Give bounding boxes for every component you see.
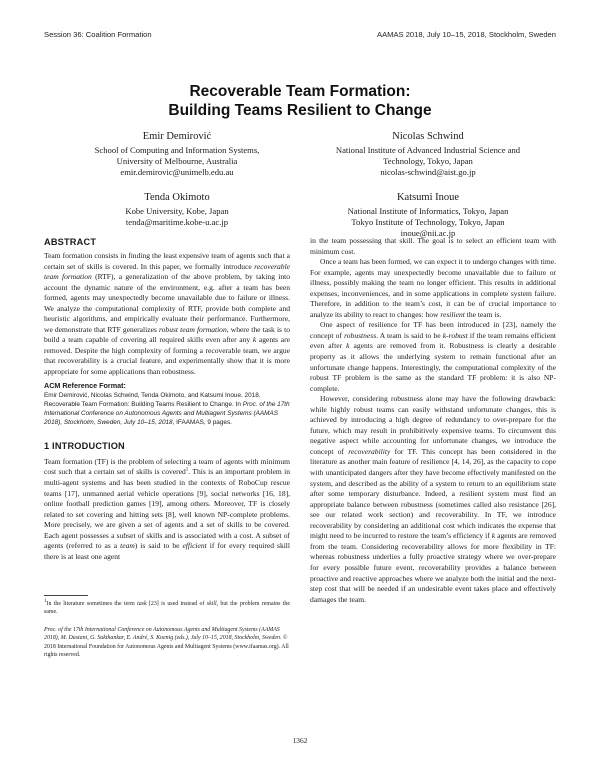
- paper-title-line-1: Recoverable Team Formation:: [189, 83, 411, 100]
- author-block-4: [306, 191, 550, 240]
- author-name: Nicolas Schwind: [392, 131, 464, 142]
- acm-reference-text: Emir Demirović, Nicolas Schwind, Tenda Okimoto, and Katsumi Inoue. 2018. Recoverable Team Formation: Building Teams Resilient to Change. In Proc. of the 17th International Conference on Autonomous Agents and Multiagent Systems (AAMAS 2018), Stockholm, Sweden, July 10–15, 2018, IFAAMAS, 9 pages.: [44, 391, 290, 426]
- body-paragraph: One aspect of resilience for TF has been introduced in [23], namely the concept of robustness. A team is said to be k-robust if the team remains efficient even after k agents are removed from it. Robustness is clearly a desirable property as it allows the underlying system to remain functional after an unfortunate change happens. Interestingly, the computational complexity of the robust TF problem is the same as the standard TF problem: it is also NP-complete.: [310, 320, 556, 393]
- page-number: 1362: [292, 736, 308, 745]
- author-affiliation: National Institute of Advanced Industrial Science and: [335, 145, 521, 155]
- abstract-heading: ABSTRACT: [44, 237, 97, 247]
- author-affiliation: School of Computing and Information Systems,: [94, 145, 260, 155]
- footnote: $^1$In the literature sometimes the term task [23] is used instead of skill, but the problem remains the same.: [44, 599, 290, 615]
- author-name: Tenda Okimoto: [144, 192, 210, 203]
- introduction-heading: 1 INTRODUCTION: [44, 440, 125, 451]
- author-affiliation: National Institute of Informatics, Tokyo, Japan: [347, 206, 509, 216]
- author-email: tenda@maritime.kobe-u.ac.jp: [125, 217, 229, 228]
- footnote-marker: 1: [185, 467, 189, 473]
- abstract-text: Team formation consists in finding the least expensive team of agents such that a certain set of skills is covered. In this paper, we formally introduce recoverable team formation (RTF), a generalization of the above problem, by taking into account the dynamic nature of the environment, e.g. after a team has been formed, agents may unexpectedly become unavailable due to failure or illness. We analyze the computational complexity of RTF, provide both complete and heuristic algorithms, and empirically evaluate their performance. Furthermore, we demonstrate that RTF generalizes robust team formation, where the task is to build a team capable of covering all required skills even after any k agents are removed. Despite the high complexity of forming a recoverable team, we argue that recoverability is a crucial feature, and experimentally show that it is more appropriate for some applications than robustness.: [44, 251, 291, 377]
- body-paragraph: Once a team has been formed, we can expect it to undergo changes with time. For example, agents may unexpectedly become unavailable due to failure or illness, possibly making the team no longer efficient. This results in additional expenses, inconveniences, and in some applications in complete system failure. Therefore, in addition to the team’s cost, it can be of crucial importance to analyze its ability to react to changes: how resilient the team is.: [310, 257, 556, 319]
- right-column: [310, 236, 556, 605]
- author-affiliation: Kobe University, Kobe, Japan: [125, 206, 229, 216]
- proceedings-notice: Proc. of the 17th International Conference on Autonomous Agents and Multiagent Systems (AAMAS 2018), M. Dastani, G. Sukthankar, E. André, S. Koenig (eds.), July 10–15, 2018, Stockholm, Sweden. © 2018 International Foundation for Autonomous Agents and Multiagent Systems (www.ifaamas.org). All rights reserved.: [44, 627, 289, 658]
- body-paragraph: However, considering robustness alone may have the following drawback: while highly robust teams can easily withstand unfortunate changes, this is achieved by introducing a high degree of redundancy to over-prepare for the future, which may result in prohibitively expensive teams. To circumvent this negative aspect while accounting for unfortunate changes, we introduce the concept of recoverability for TF. This concept has been considered in the literature as another main feature of resilience [4, 14, 26], as the capacity to cope with unanticipated dangers after they have become effectively manifested on the system, and described as the ability of a system to return to an equilibrium state after some temporary disturbance. Indeed, a resilient system must find an appropriate balance between robustness (sometimes called also resistance [26], see our related work section) and recoverability. In TF, we introduce recoverability by considering an additional cost which indicates the expense that might need to be incurred to restore the team’s efficiency if k agents are removed from the team. Considering recoverability allows for more flexibility in TF: whereas robustness underlies a fully proactive strategy where we over-prepare for every possible future event, recoverability provides a balance between proactive and reactive approaches where we analyze both the initial and the next-step cost that will be needed if an undesirable event takes place and effectively damages the team.: [310, 394, 557, 604]
- author-email: emir.demirovic@unimelb.edu.au: [120, 167, 234, 178]
- author-affiliation: Tokyo Institute of Technology, Tokyo, Japan: [351, 217, 505, 228]
- paper-title-line-2: Building Teams Resilient to Change: [168, 102, 432, 119]
- author-affiliation: Technology, Tokyo, Japan: [383, 156, 473, 167]
- author-email: inoue@nii.ac.jp: [400, 228, 456, 239]
- author-block-2: [306, 130, 550, 179]
- footnote-rule: [44, 595, 88, 596]
- author-block-3: [62, 191, 292, 228]
- running-header-session: Session 36: Coalition Formation: [44, 30, 152, 39]
- author-affiliation: University of Melbourne, Australia: [116, 156, 238, 167]
- author-block-1: [62, 130, 292, 179]
- running-header-conference: AAMAS 2018, July 10–15, 2018, Stockholm, Sweden: [377, 30, 556, 39]
- author-name: Katsumi Inoue: [396, 192, 460, 203]
- left-column: [44, 236, 290, 562]
- body-paragraph: in the team possessing that skill. The goal is to select an efficient team with minimum cost.: [310, 236, 556, 256]
- acm-reference-heading: ACM Reference Format:: [44, 380, 126, 390]
- author-name: Emir Demirović: [142, 131, 212, 142]
- author-email: nicolas-schwind@aist.go.jp: [380, 167, 476, 178]
- introduction-paragraph: Team formation (TF) is the problem of selecting a team of agents with minimum cost such that a certain set of skills is covered$^1$. This is an important problem in multi-agent systems and has been studied in the contexts of RoboCup rescue teams [17], unmanned aerial vehicle operations [9], social networks [16, 18], online football prediction games [19], among others. Moreover, TF is closely related to set covering and hitting sets [8], well known NP-complete problems. More precisely, we are given a set of agents and a set of skills to be covered. Each agent possesses a subset of skills and is associated with a cost. A subset of agents (referred to as a team) is said to be efficient if for every required skill there is at least one agent: [44, 456, 291, 561]
